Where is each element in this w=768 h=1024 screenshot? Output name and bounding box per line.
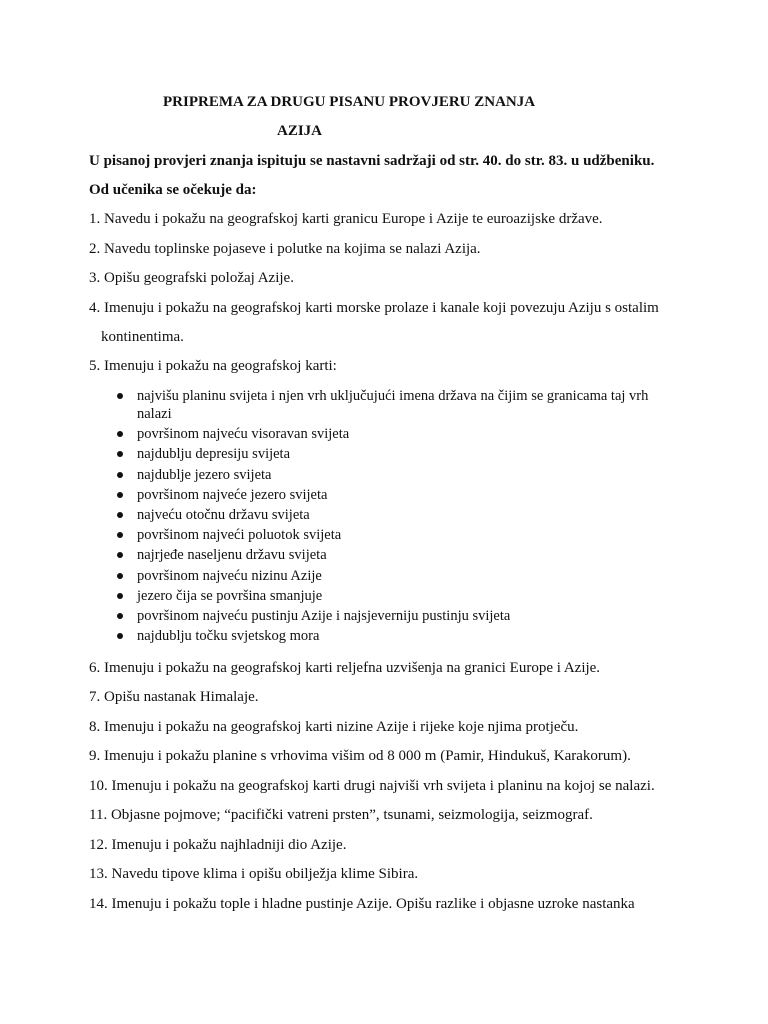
- bullet-dot-icon: [117, 393, 123, 399]
- list-item-1: 1. Navedu i pokažu na geografskoj karti granicu Europe i Azije te euroazijske države.: [89, 211, 603, 227]
- bullet-item: najdublje jezero svijeta: [117, 466, 677, 484]
- list-item-13: 13. Navedu tipove klima i opišu obilježja klime Sibira.: [89, 866, 419, 882]
- expectation-heading: Od učenika se očekuje da:: [89, 182, 257, 198]
- list-item-8: 8. Imenuju i pokažu na geografskoj karti nizine Azije i rijeke koje njima protječu.: [89, 719, 579, 735]
- list-item-10: 10. Imenuju i pokažu na geografskoj karti drugi najviši vrh svijeta i planinu na kojoj se nalazi.: [89, 778, 655, 794]
- list-item-5: 5. Imenuju i pokažu na geografskoj karti:: [89, 358, 337, 374]
- list-item-11: 11. Objasne pojmove; “pacifički vatreni prsten”, tsunami, seizmologija, seizmograf.: [89, 807, 593, 823]
- bullet-item: najrjeđe naseljenu državu svijeta: [117, 546, 677, 564]
- bullet-dot-icon: [117, 472, 123, 478]
- bullet-item: površinom najveću pustinju Azije i najsjeverniju pustinju svijeta: [117, 607, 677, 625]
- bullet-dot-icon: [117, 593, 123, 599]
- list-item-2: 2. Navedu toplinske pojaseve i polutke na kojima se nalazi Azija.: [89, 241, 481, 257]
- bullet-dot-icon: [117, 512, 123, 518]
- list-item-12: 12. Imenuju i pokažu najhladniji dio Azije.: [89, 837, 347, 853]
- intro-paragraph: U pisanoj provjeri znanja ispituju se nastavni sadržaji od str. 40. do str. 83. u udžbeniku.: [89, 153, 655, 169]
- document-title: PRIPREMA ZA DRUGU PISANU PROVJERU ZNANJA: [163, 94, 536, 110]
- bullet-dot-icon: [117, 492, 123, 498]
- bullet-item: najdublju depresiju svijeta: [117, 445, 677, 463]
- bullet-dot-icon: [117, 633, 123, 639]
- bullet-item: najveću otočnu državu svijeta: [117, 506, 677, 524]
- bullet-dot-icon: [117, 451, 123, 457]
- bullet-list: [117, 387, 677, 647]
- list-item-4: 4. Imenuju i pokažu na geografskoj karti morske prolaze i kanale koji povezuju Aziju s ostalim: [89, 300, 659, 316]
- bullet-dot-icon: [117, 613, 123, 619]
- bullet-item: najdublju točku svjetskog mora: [117, 627, 677, 645]
- bullet-item: površinom najveću nizinu Azije: [117, 567, 677, 585]
- document-subtitle: AZIJA: [277, 123, 323, 139]
- bullet-dot-icon: [117, 532, 123, 538]
- bullet-item: površinom najveće jezero svijeta: [117, 486, 677, 504]
- bullet-dot-icon: [117, 431, 123, 437]
- list-item-6: 6. Imenuju i pokažu na geografskoj karti reljefna uzvišenja na granici Europe i Azije.: [89, 660, 601, 676]
- list-item-3: 3. Opišu geografski položaj Azije.: [89, 270, 294, 286]
- bullet-dot-icon: [117, 573, 123, 579]
- bullet-item: površinom najveći poluotok svijeta: [117, 526, 677, 544]
- list-item-4-continuation: kontinentima.: [101, 329, 184, 345]
- bullet-item: površinom najveću visoravan svijeta: [117, 425, 677, 443]
- list-item-9: 9. Imenuju i pokažu planine s vrhovima višim od 8 000 m (Pamir, Hindukuš, Karakorum).: [89, 748, 631, 764]
- list-item-7: 7. Opišu nastanak Himalaje.: [89, 689, 259, 705]
- bullet-item: najvišu planinu svijeta i njen vrh uključujući imena država na čijim se granicama taj vrh nalazi: [117, 387, 677, 423]
- bullet-item: jezero čija se površina smanjuje: [117, 587, 677, 605]
- list-item-14: 14. Imenuju i pokažu tople i hladne pustinje Azije. Opišu razlike i objasne uzroke nastanka: [89, 896, 635, 912]
- bullet-dot-icon: [117, 552, 123, 558]
